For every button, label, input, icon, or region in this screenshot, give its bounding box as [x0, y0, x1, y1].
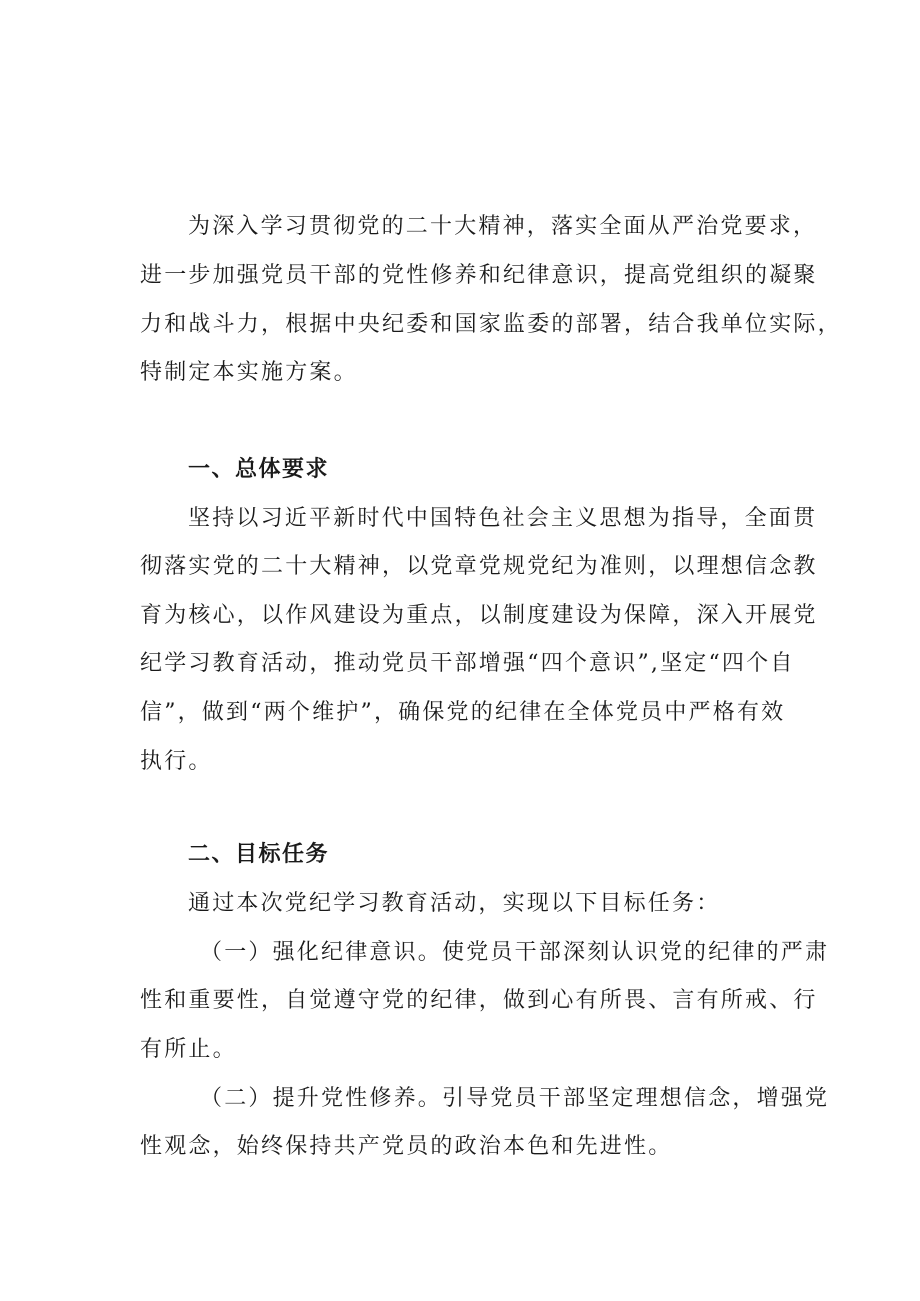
intro-line-2: 进一步加强党员干部的党性修养和纪律意识，提高党组织的凝聚 — [140, 263, 818, 288]
section-1-line-4: 纪学习教育活动，推动党员干部增强“四个意识”,坚定“四个自 — [140, 651, 795, 676]
intro-line-4: 特制定本实施方案。 — [140, 360, 358, 385]
section-1-line-3: 育为核心，以作风建设为重点，以制度建设为保障，深入开展党 — [140, 603, 818, 628]
section-1-heading: 一、总体要求 — [188, 457, 330, 482]
section-2-intro: 通过本次党纪学习教育活动，实现以下目标任务： — [188, 891, 721, 916]
section-2-heading: 二、目标任务 — [188, 842, 330, 867]
section-1-line-1: 坚持以习近平新时代中国特色社会主义思想为指导，全面贯 — [188, 506, 818, 531]
section-2-item-1-line-3: 有所止。 — [140, 1037, 237, 1062]
intro-line-1: 为深入学习贯彻党的二十大精神，落实全面从严治党要求， — [188, 214, 818, 239]
section-2-item-1-line-1: （一）强化纪律意识。使党员干部深刻认识党的纪律的严肃 — [200, 940, 830, 965]
intro-line-3: 力和战斗力，根据中央纪委和国家监委的部署，结合我单位实际， — [140, 312, 842, 337]
section-2-item-2-line-2: 性观念，始终保持共产党员的政治本色和先进性。 — [140, 1134, 673, 1159]
section-2-item-2-line-1: （二）提升党性修养。引导党员干部坚定理想信念，增强党 — [200, 1086, 830, 1111]
section-1-line-6: 执行。 — [140, 749, 213, 774]
section-1-line-2: 彻落实党的二十大精神，以党章党规党纪为准则，以理想信念教 — [140, 554, 818, 579]
section-1-line-5: 信”，做到“两个维护”，确保党的纪律在全体党员中严格有效 — [140, 700, 786, 725]
section-2-item-1-line-2: 性和重要性，自觉遵守党的纪律，做到心有所畏、言有所戒、行 — [140, 988, 818, 1013]
